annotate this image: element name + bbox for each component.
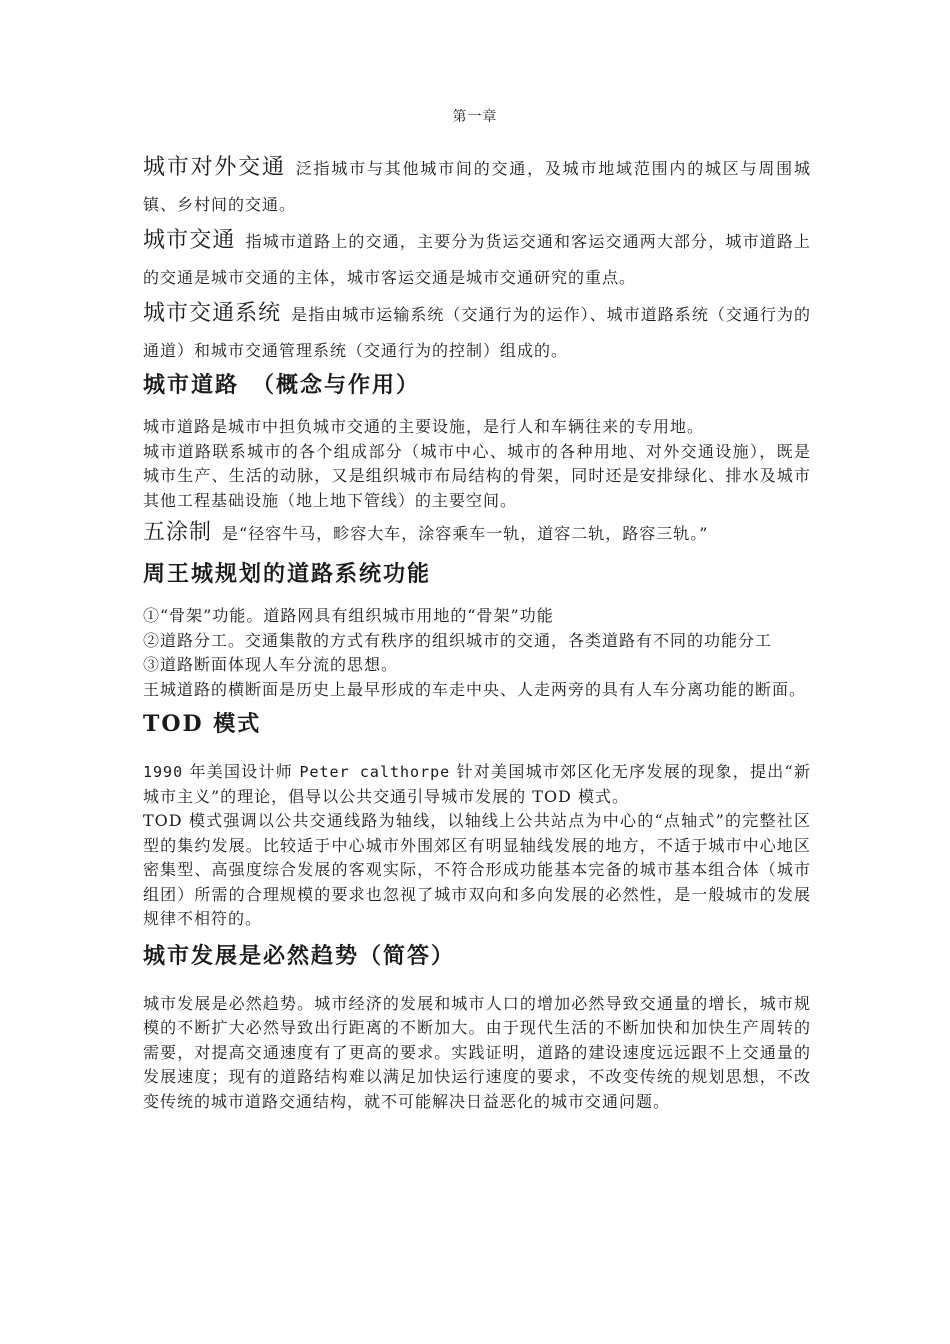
term-external-traffic: 城市对外交通 [143,155,286,180]
text-fragment: 针对美国城市郊区化无序发展的现象，提出“新城市主义”的理论，倡导以公共交通引导城市发展的 TOD 模式。 [143,762,811,806]
term-traffic-system: 城市交通系统 [143,301,282,326]
text-fragment: 年美国设计师 [189,762,294,781]
term-wu-tu-zhi: 五涂制 [143,520,213,545]
definition-text: 泛指城市与其他城市间的交通，及城市地域范围内的城区与周围城镇、乡村间的交通。 [143,159,811,214]
list-item: ③道路断面体现人车分流的思想。 [143,655,399,674]
year: 1990 [143,763,184,781]
paragraph-development: 城市发展是必然趋势。城市经济的发展和城市人口的增加必然导致交通量的增长，城市规模的不断扩大必然导致出行距离的不断加大。由于现代生活的不断加快和加快生产周转的需要，对提高交通速度有了更高的要求。实践证明，道路的建设速度远远跟不上交通量的发展速度；现有的道路结构难以满足加快运行速度的要求，不改变传统的规划思想，不改变传统的城市道路交通结构，就不可能解决日益恶化的城市交通问题。 [143,993,811,1111]
heading-development: 城市发展是必然趋势（简答） [143,942,456,969]
definition-text: 是“径容牛马，畛容大车，涂容乘车一轨，道容二轨，路容三轨。” [222,524,709,543]
definition-urban-traffic [143,223,811,296]
list-item: ②道路分工。交通集散的方式有秩序的组织城市的交通，各类道路有不同的功能分工 [143,630,773,650]
paragraph: 城市道路联系城市的各个组成部分（城市中心、城市的各种用地、对外交通设施），既是城市生产、生活的动脉，又是组织城市布局结构的骨架，同时还是安排绿化、排水及城市其他工程基础设施（地上地下管线）的主要空间。 [143,441,811,510]
paragraph-tod-origin [143,760,811,809]
heading-urban-road: 城市道路 （概念与作用） [143,372,421,398]
definition-external-traffic [143,150,811,223]
person-name: Peter calthorpe [299,763,451,781]
chapter-title: 第一章 [452,109,498,125]
definition-text: 指城市道路上的交通，主要分为货运交通和客运交通两大部分，城市道路上的交通是城市交通的主体，城市客运交通是城市交通研究的重点。 [143,232,811,287]
paragraph-tod-description: TOD 模式强调以公共交通线路为轴线，以轴线上公共站点为中心的“点轴式”的完整社区型的集约发展。比较适于中心城市外围郊区有明显轴线发展的地方，不适于城市中心地区密集型、高强度综合发展的客观实际，不符合形成功能基本完备的城市基本组合体（城市组团）所需的合理规模的要求也忽视了城市双向和多向发展的必然性，是一般城市的发展规律不相符的。 [143,811,811,928]
paragraph: 王城道路的横断面是历史上最早形成的车走中央、人走两旁的具有人车分离功能的断面。 [143,679,807,699]
definition-text: 是指由城市运输系统（交通行为的运作）、城市道路系统（交通行为的通道）和城市交通管理系统（交通行为的控制）组成的。 [143,305,811,360]
term-urban-traffic: 城市交通 [143,228,236,253]
page-content [143,150,811,1114]
heading-zhou-wang-city: 周王城规划的道路系统功能 [143,561,432,587]
paragraph: 城市道路是城市中担负城市交通的主要设施，是行人和车辆往来的专用地。 [143,417,705,436]
heading-tod: TOD 模式 [143,711,262,737]
list-item: ①“骨架”功能。道路网具有组织城市用地的“骨架”功能 [143,606,554,625]
definition-traffic-system [143,296,811,369]
definition-wu-tu-zhi [143,515,811,552]
